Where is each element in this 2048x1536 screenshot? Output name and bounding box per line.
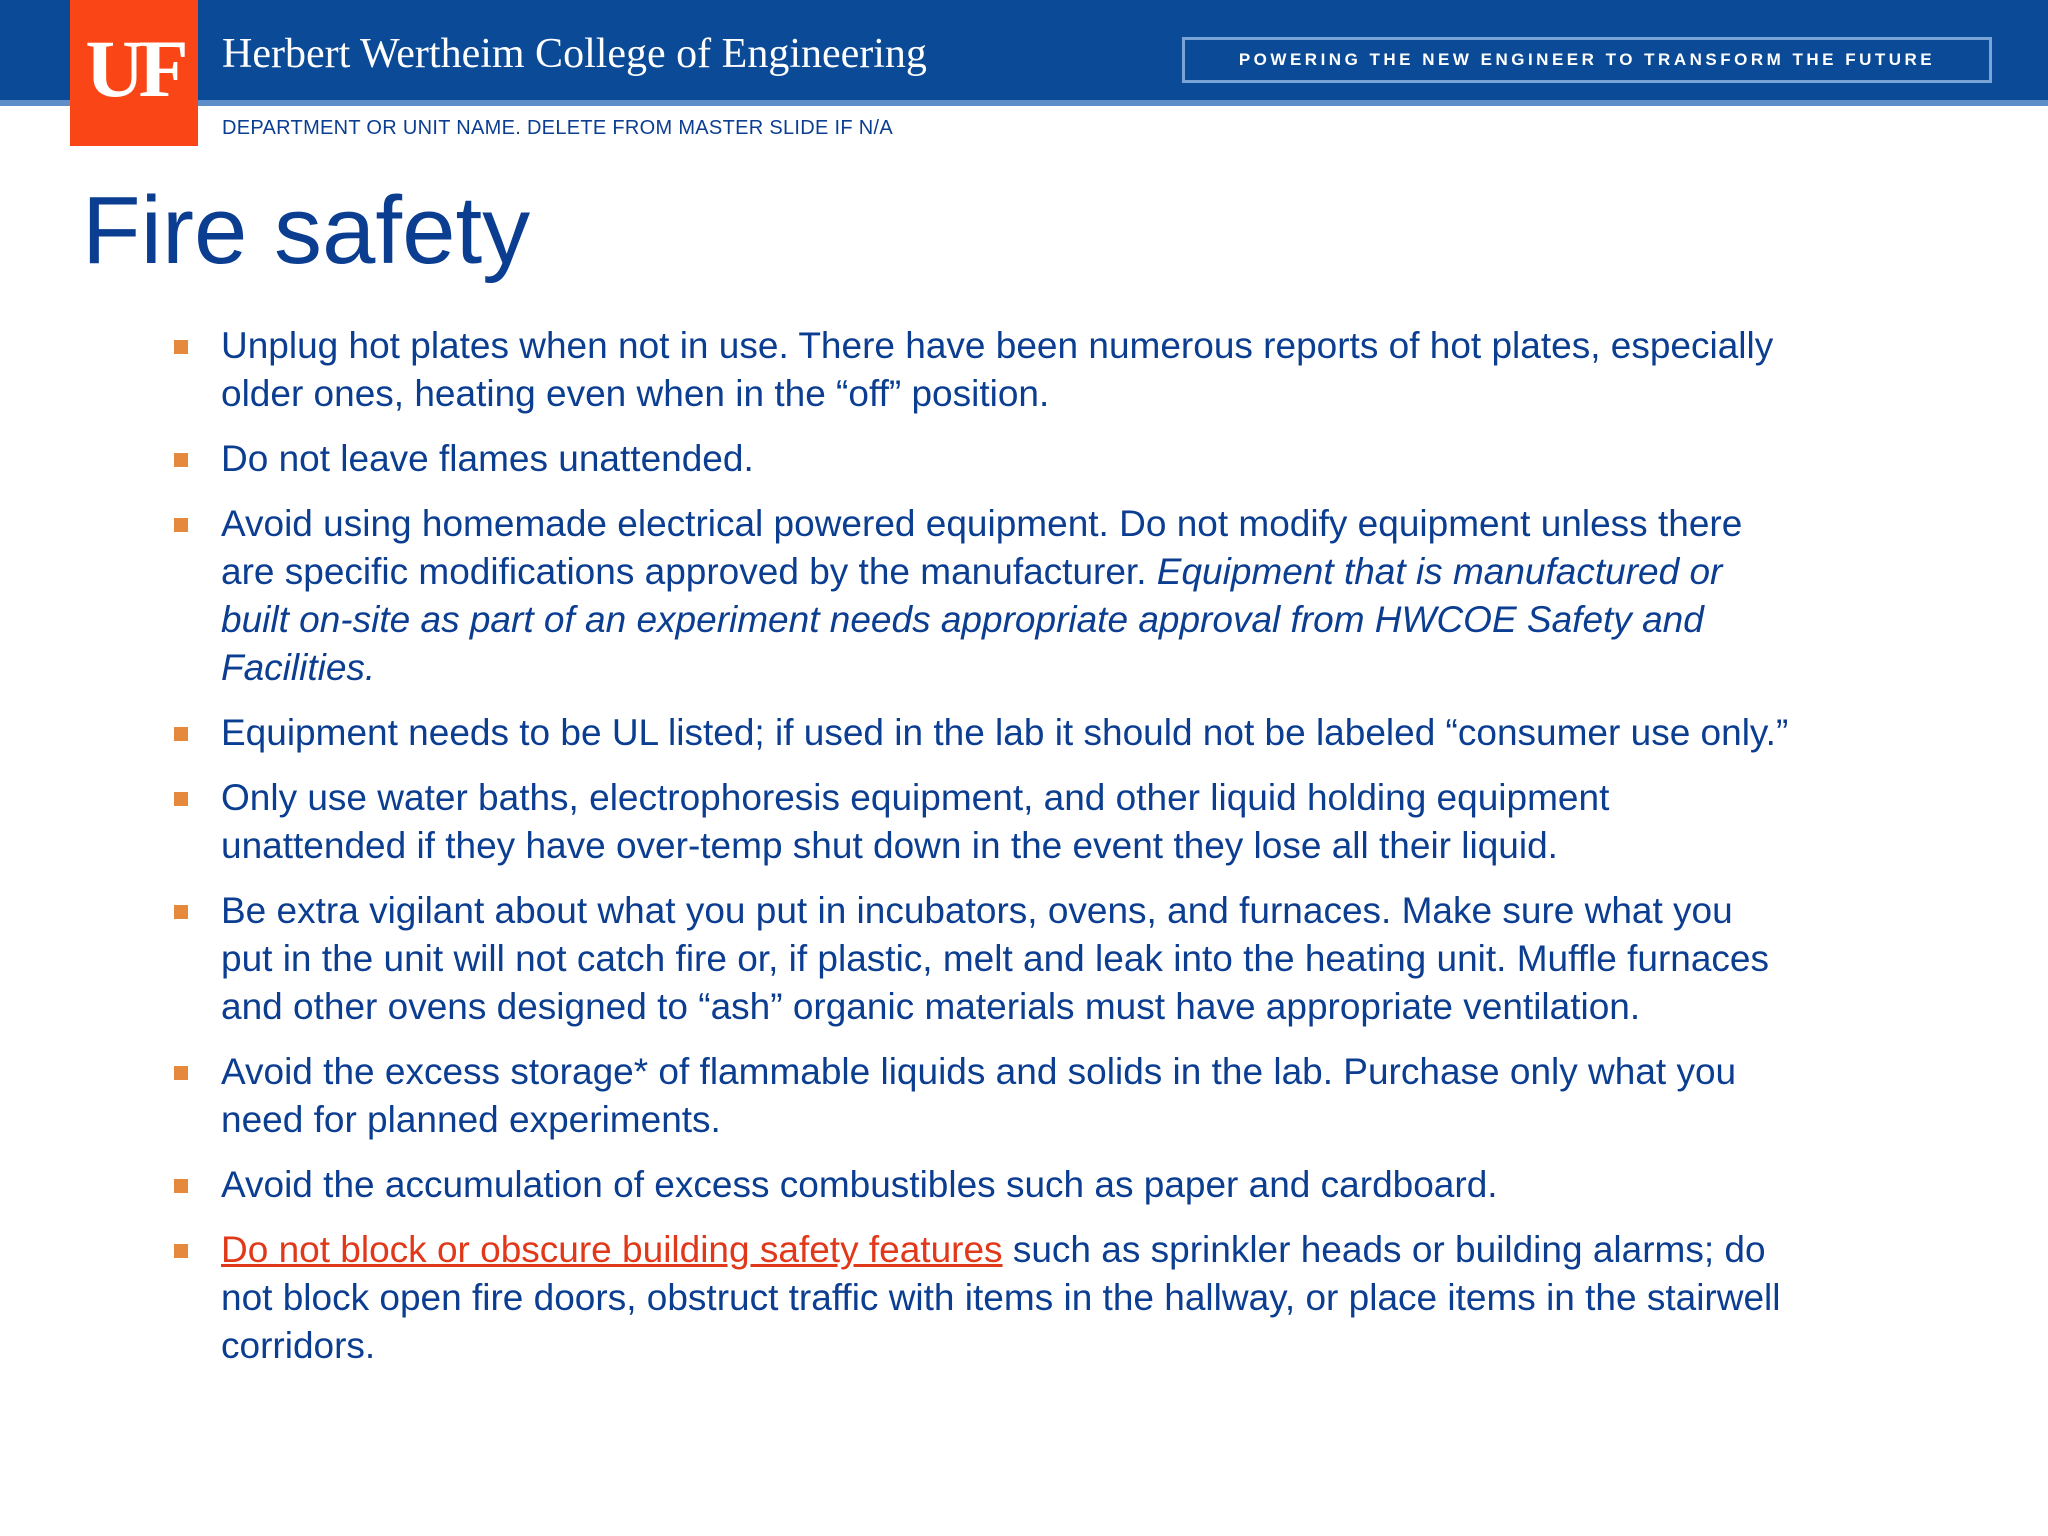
- bullet-marker-icon: [174, 727, 188, 741]
- bullet-text: Do not leave flames unattended.: [221, 438, 754, 479]
- bullet-item: [170, 435, 1790, 483]
- tagline: POWERING THE NEW ENGINEER TO TRANSFORM THE FUTURE: [1238, 50, 1936, 69]
- bullet-text: Avoid using homemade electrical powered equipment. Do not modify equipment unless there are specific modifications approved by the manufacturer.: [221, 503, 1743, 592]
- bullet-text: Be extra vigilant about what you put in incubators, ovens, and furnaces. Make sure what you put in the unit will not catch fire or, if plastic, melt and leak into the heating unit. Muffle furnaces and other ovens designed to “ash” organic materials must have appropriate ventilation.: [221, 890, 1770, 1027]
- bullet-marker-icon: [174, 905, 188, 919]
- bullet-item: [170, 709, 1790, 757]
- bullet-marker-icon: [174, 792, 188, 806]
- bullet-marker-icon: [174, 453, 188, 467]
- bullet-marker-icon: [174, 518, 188, 532]
- bullet-marker-icon: [174, 1244, 188, 1258]
- bullet-item: [170, 1048, 1790, 1144]
- bullet-text: Equipment needs to be UL listed; if used in the lab it should not be labeled “consumer use only.”: [221, 712, 1789, 753]
- bullet-item: [170, 1161, 1790, 1209]
- bullet-item: [170, 1226, 1790, 1370]
- bullet-italic-text: Equipment that is manufactured or built on-site as part of an experiment needs appropriate approval from HWCOE Safety and Facilities.: [221, 551, 1723, 688]
- department-label: DEPARTMENT OR UNIT NAME. DELETE FROM MASTER SLIDE IF N/A: [222, 117, 893, 139]
- header-divider: [0, 100, 2048, 106]
- bullet-marker-icon: [174, 340, 188, 354]
- bullet-text: Only use water baths, electrophoresis equipment, and other liquid holding equipment unattended if they have over-temp shut down in the event they lose all their liquid.: [221, 777, 1610, 866]
- slide-title: Fire safety: [82, 177, 531, 284]
- bullet-item: [170, 887, 1790, 1031]
- bullet-text: Unplug hot plates when not in use. There have been numerous reports of hot plates, especially older ones, heating even when in the “off” position.: [221, 325, 1774, 414]
- safety-features-link[interactable]: Do not block or obscure building safety features: [221, 1229, 1003, 1270]
- uf-logo: UF: [70, 0, 198, 146]
- bullet-marker-icon: [174, 1179, 188, 1193]
- bullet-text: Avoid the excess storage* of flammable liquids and solids in the lab. Purchase only what you need for planned experiments.: [221, 1051, 1737, 1140]
- college-name: Herbert Wertheim College of Engineering: [222, 31, 927, 77]
- bullet-marker-icon: [174, 1066, 188, 1080]
- bullet-item: [170, 322, 1790, 418]
- bullet-list: [170, 322, 1790, 1387]
- tagline-box: [1182, 37, 1992, 83]
- bullet-item: [170, 500, 1790, 692]
- bullet-text: such as sprinkler heads or building alarms; do not block open fire doors, obstruct traffic with items in the hallway, or place items in the stairwell corridors.: [221, 1229, 1781, 1366]
- bullet-item: [170, 774, 1790, 870]
- bullet-text: Avoid the accumulation of excess combustibles such as paper and cardboard.: [221, 1164, 1498, 1205]
